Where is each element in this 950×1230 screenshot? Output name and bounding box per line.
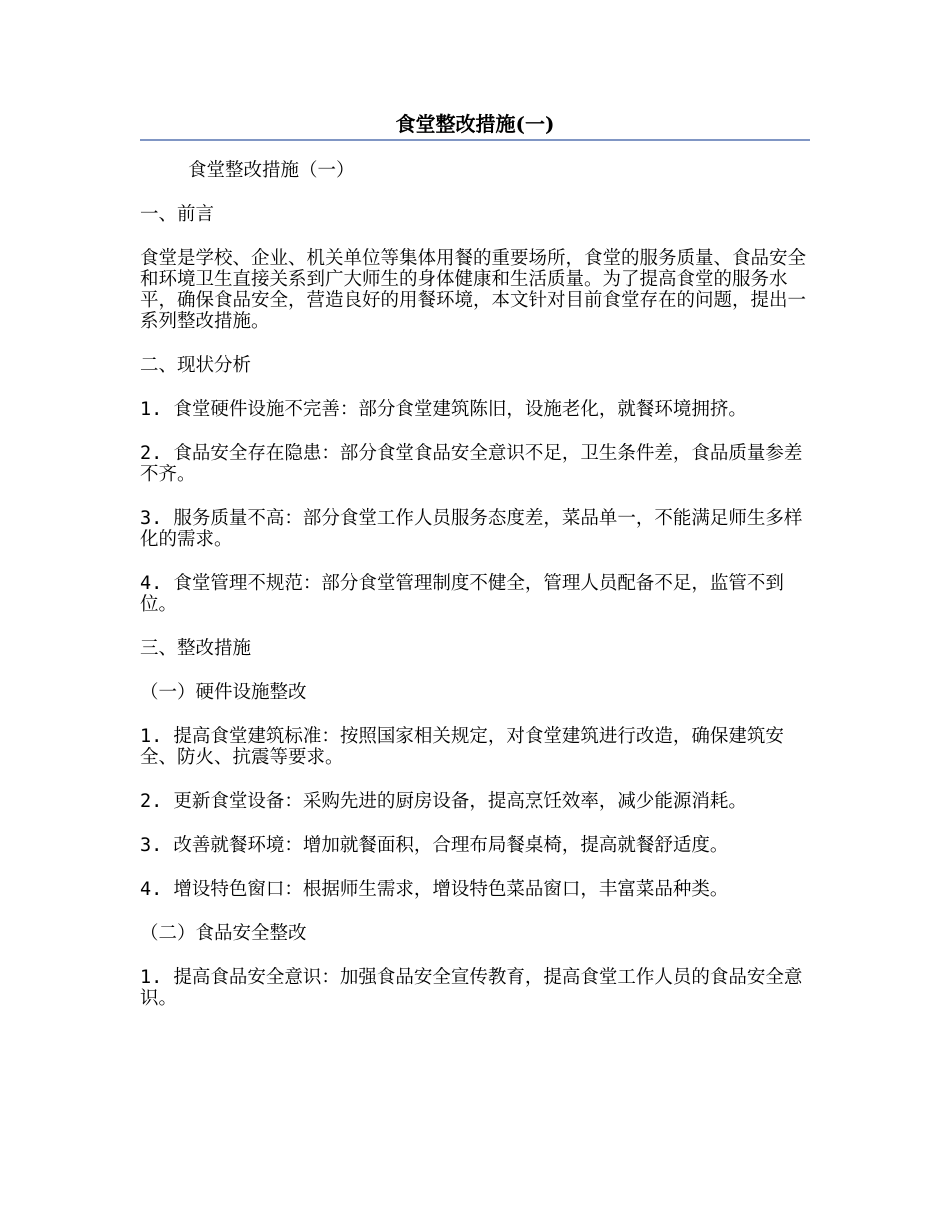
list-item: 3. 改善就餐环境：增加就餐面积，合理布局餐桌椅，提高就餐舒适度。 [140,835,729,856]
list-item: 2. 更新食堂设备：采购先进的厨房设备，提高烹饪效率，减少能源消耗。 [140,791,747,812]
subtitle-paragraph: 食堂整改措施（一） [188,160,355,181]
list-item: 4. 食堂管理不规范：部分食堂管理制度不健全，管理人员配备不足，监管不到位。 [140,573,784,615]
list-item: 2. 食品安全存在隐患：部分食堂食品安全意识不足，卫生条件差，食品质量参差不齐。 [140,443,803,485]
section-heading-status: 二、现状分析 [140,355,252,376]
list-item: 3. 服务质量不高：部分食堂工作人员服务态度差，菜品单一，不能满足师生多样化的需求。 [140,508,803,550]
list-item: 4. 增设特色窗口：根据师生需求，增设特色菜品窗口，丰富菜品种类。 [140,879,729,900]
list-item: 1. 提高食品安全意识：加强食品安全宣传教育，提高食堂工作人员的食品安全意识。 [140,967,803,1009]
subsection-heading-food-safety: （二）食品安全整改 [140,923,307,944]
section-heading-preface: 一、前言 [140,204,215,225]
document-title: 食堂整改措施(一) [395,112,555,136]
list-item: 1. 食堂硬件设施不完善：部分食堂建筑陈旧，设施老化，就餐环境拥挤。 [140,399,747,420]
section-heading-measures: 三、整改措施 [140,638,252,659]
list-item: 1. 提高食堂建筑标准：按照国家相关规定，对食堂建筑进行改造，确保建筑安全、防火、抗震等要求。 [140,726,784,768]
document-body [140,160,810,1032]
subsection-heading-hardware: （一）硬件设施整改 [140,682,307,703]
title-underline-rule [140,139,810,141]
body-paragraph: 食堂是学校、企业、机关单位等集体用餐的重要场所，食堂的服务质量、食品安全和环境卫生直接关系到广大师生的身体健康和生活质量。为了提高食堂的服务水平，确保食品安全，营造良好的用餐环境，本文针对目前食堂存在的问题，提出一系列整改措施。 [140,248,807,332]
